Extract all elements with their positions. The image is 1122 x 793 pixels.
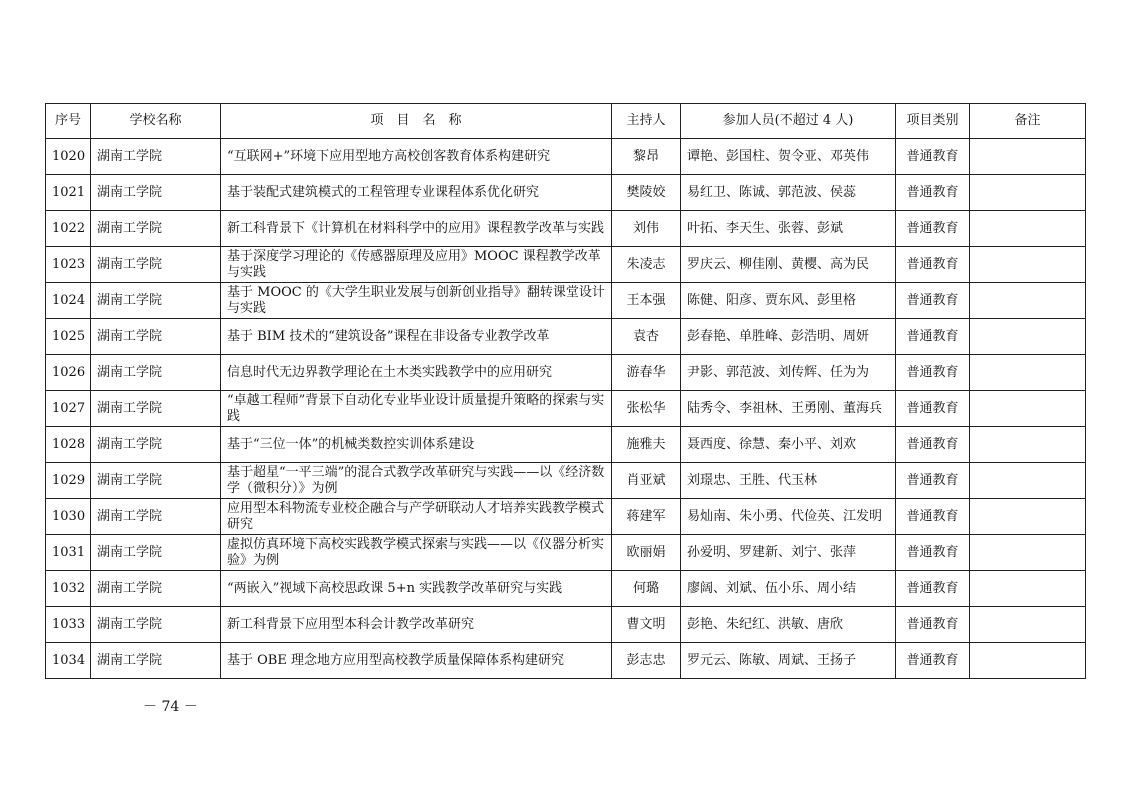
cell-members: 廖阔、刘斌、伍小乐、周小结 <box>681 571 896 607</box>
cell-project: 信息时代无边界教学理论在土木类实践教学中的应用研究 <box>221 355 612 391</box>
table-row <box>46 571 1086 607</box>
cell-school: 湖南工学院 <box>91 607 221 643</box>
cell-members: 易红卫、陈诚、郭范波、侯蕊 <box>681 175 896 211</box>
cell-remarks <box>970 247 1086 283</box>
cell-category: 普通教育 <box>896 463 970 499</box>
cell-school: 湖南工学院 <box>91 499 221 535</box>
cell-project: “互联网+”环境下应用型地方高校创客教育体系构建研究 <box>221 139 612 175</box>
cell-remarks <box>970 355 1086 391</box>
cell-project: “卓越工程师”背景下自动化专业毕业设计质量提升策略的探索与实践 <box>221 391 612 427</box>
cell-school: 湖南工学院 <box>91 643 221 679</box>
cell-category: 普通教育 <box>896 211 970 247</box>
cell-members: 尹影、郭范波、刘传辉、任为为 <box>681 355 896 391</box>
cell-project: 新工科背景下《计算机在材料科学中的应用》课程教学改革与实践 <box>221 211 612 247</box>
cell-category: 普通教育 <box>896 139 970 175</box>
cell-members: 彭艳、朱纪红、洪敏、唐欣 <box>681 607 896 643</box>
cell-remarks <box>970 427 1086 463</box>
page-number: － 74 － <box>143 699 198 715</box>
cell-host: 欧丽娟 <box>612 535 681 571</box>
cell-no: 1022 <box>46 211 91 247</box>
cell-host: 王本强 <box>612 283 681 319</box>
cell-members: 孙爱明、罗建新、刘宁、张萍 <box>681 535 896 571</box>
cell-members: 罗元云、陈敏、周斌、王扬子 <box>681 643 896 679</box>
cell-category: 普通教育 <box>896 427 970 463</box>
cell-no: 1021 <box>46 175 91 211</box>
table-row <box>46 607 1086 643</box>
cell-project: 虚拟仿真环境下高校实践教学模式探索与实践——以《仪器分析实验》为例 <box>221 535 612 571</box>
cell-members: 刘璟忠、王胜、代玉林 <box>681 463 896 499</box>
table-body <box>46 139 1086 679</box>
cell-school: 湖南工学院 <box>91 355 221 391</box>
cell-remarks <box>970 535 1086 571</box>
cell-no: 1026 <box>46 355 91 391</box>
cell-remarks <box>970 463 1086 499</box>
cell-category: 普通教育 <box>896 607 970 643</box>
cell-no: 1032 <box>46 571 91 607</box>
project-table-container <box>45 103 1085 679</box>
table-row <box>46 355 1086 391</box>
cell-project: 应用型本科物流专业校企融合与产学研联动人才培养实践教学模式研究 <box>221 499 612 535</box>
cell-remarks <box>970 643 1086 679</box>
cell-host: 朱凌志 <box>612 247 681 283</box>
cell-school: 湖南工学院 <box>91 139 221 175</box>
cell-no: 1029 <box>46 463 91 499</box>
cell-category: 普通教育 <box>896 247 970 283</box>
cell-no: 1028 <box>46 427 91 463</box>
cell-school: 湖南工学院 <box>91 319 221 355</box>
cell-no: 1020 <box>46 139 91 175</box>
cell-host: 袁杏 <box>612 319 681 355</box>
table-row <box>46 499 1086 535</box>
cell-host: 曹文明 <box>612 607 681 643</box>
cell-category: 普通教育 <box>896 571 970 607</box>
cell-remarks <box>970 607 1086 643</box>
cell-project: 基于“三位一体”的机械类数控实训体系建设 <box>221 427 612 463</box>
cell-remarks <box>970 391 1086 427</box>
cell-project: 基于深度学习理论的《传感器原理及应用》MOOC 课程教学改革与实践 <box>221 247 612 283</box>
cell-remarks <box>970 319 1086 355</box>
table-row <box>46 391 1086 427</box>
cell-members: 陆秀令、李祖林、王勇刚、董海兵 <box>681 391 896 427</box>
cell-project: “两嵌入”视域下高校思政课 5+n 实践教学改革研究与实践 <box>221 571 612 607</box>
cell-no: 1025 <box>46 319 91 355</box>
project-table <box>45 103 1086 679</box>
cell-host: 何璐 <box>612 571 681 607</box>
cell-project: 基于 OBE 理念地方应用型高校教学质量保障体系构建研究 <box>221 643 612 679</box>
cell-host: 游春华 <box>612 355 681 391</box>
header-project: 项 目 名 称 <box>221 104 612 139</box>
cell-school: 湖南工学院 <box>91 283 221 319</box>
table-row <box>46 139 1086 175</box>
cell-no: 1027 <box>46 391 91 427</box>
cell-remarks <box>970 499 1086 535</box>
header-remarks: 备注 <box>970 104 1086 139</box>
cell-school: 湖南工学院 <box>91 535 221 571</box>
cell-project: 基于超星“一平三端”的混合式教学改革研究与实践——以《经济数学（微积分）》为例 <box>221 463 612 499</box>
header-host: 主持人 <box>612 104 681 139</box>
cell-no: 1023 <box>46 247 91 283</box>
table-row <box>46 319 1086 355</box>
cell-remarks <box>970 175 1086 211</box>
cell-host: 刘伟 <box>612 211 681 247</box>
cell-school: 湖南工学院 <box>91 247 221 283</box>
cell-host: 黎昂 <box>612 139 681 175</box>
cell-members: 叶拓、李天生、张蓉、彭斌 <box>681 211 896 247</box>
cell-remarks <box>970 211 1086 247</box>
cell-category: 普通教育 <box>896 499 970 535</box>
cell-project: 新工科背景下应用型本科会计教学改革研究 <box>221 607 612 643</box>
cell-members: 陈健、阳彦、贾东风、彭里格 <box>681 283 896 319</box>
cell-category: 普通教育 <box>896 535 970 571</box>
header-members: 参加人员(不超过 4 人) <box>681 104 896 139</box>
cell-school: 湖南工学院 <box>91 175 221 211</box>
table-row <box>46 211 1086 247</box>
table-header-row <box>46 104 1086 139</box>
cell-category: 普通教育 <box>896 319 970 355</box>
header-school: 学校名称 <box>91 104 221 139</box>
cell-no: 1024 <box>46 283 91 319</box>
cell-category: 普通教育 <box>896 355 970 391</box>
cell-no: 1034 <box>46 643 91 679</box>
cell-host: 张松华 <box>612 391 681 427</box>
header-no: 序号 <box>46 104 91 139</box>
cell-project: 基于装配式建筑模式的工程管理专业课程体系优化研究 <box>221 175 612 211</box>
cell-school: 湖南工学院 <box>91 463 221 499</box>
cell-school: 湖南工学院 <box>91 571 221 607</box>
cell-category: 普通教育 <box>896 643 970 679</box>
cell-members: 聂西度、徐慧、秦小平、刘欢 <box>681 427 896 463</box>
cell-host: 施雅夫 <box>612 427 681 463</box>
table-row <box>46 643 1086 679</box>
cell-category: 普通教育 <box>896 391 970 427</box>
cell-school: 湖南工学院 <box>91 211 221 247</box>
cell-category: 普通教育 <box>896 175 970 211</box>
table-row <box>46 535 1086 571</box>
cell-category: 普通教育 <box>896 283 970 319</box>
cell-remarks <box>970 571 1086 607</box>
cell-members: 易灿南、朱小勇、代俭英、江发明 <box>681 499 896 535</box>
cell-no: 1033 <box>46 607 91 643</box>
cell-host: 肖亚斌 <box>612 463 681 499</box>
cell-remarks <box>970 283 1086 319</box>
cell-host: 蒋建军 <box>612 499 681 535</box>
table-row <box>46 175 1086 211</box>
cell-members: 谭艳、彭国柱、贺令亚、邓英伟 <box>681 139 896 175</box>
table-row <box>46 283 1086 319</box>
table-row <box>46 247 1086 283</box>
cell-members: 彭春艳、单胜峰、彭浩明、周妍 <box>681 319 896 355</box>
cell-host: 彭志忠 <box>612 643 681 679</box>
cell-project: 基于 BIM 技术的“建筑设备”课程在非设备专业教学改革 <box>221 319 612 355</box>
cell-no: 1030 <box>46 499 91 535</box>
table-row <box>46 427 1086 463</box>
cell-no: 1031 <box>46 535 91 571</box>
cell-members: 罗庆云、柳佳刚、黄樱、高为民 <box>681 247 896 283</box>
cell-school: 湖南工学院 <box>91 391 221 427</box>
cell-school: 湖南工学院 <box>91 427 221 463</box>
table-row <box>46 463 1086 499</box>
header-category: 项目类别 <box>896 104 970 139</box>
cell-project: 基于 MOOC 的《大学生职业发展与创新创业指导》翻转课堂设计与实践 <box>221 283 612 319</box>
cell-remarks <box>970 139 1086 175</box>
cell-host: 樊陵姣 <box>612 175 681 211</box>
